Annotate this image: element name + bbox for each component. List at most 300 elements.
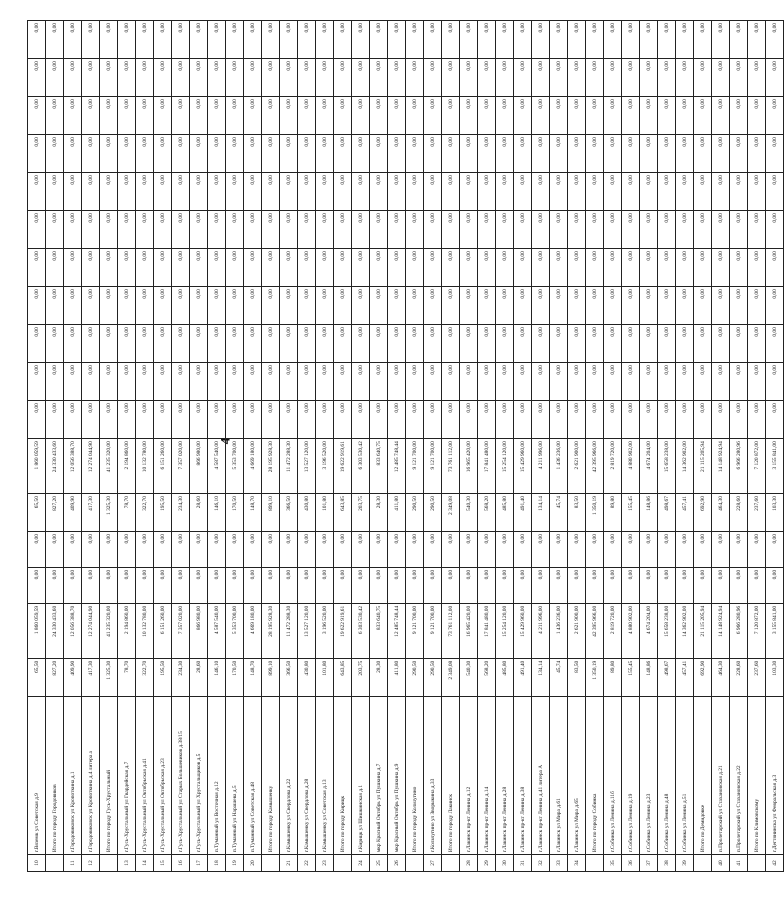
value-cell: 1 860 059,59 <box>28 603 46 658</box>
value-cell: 0,00 <box>226 287 244 325</box>
address-cell: г.Гусь-Хрустальный ул Хрустальщиков д.5 <box>190 696 208 854</box>
address-cell: г.Камышенку ул Свердлова д.28 <box>298 696 316 854</box>
value-cell: 540,30 <box>460 658 478 696</box>
value-cell: 0,00 <box>712 325 730 363</box>
value-cell: 0,00 <box>64 567 82 603</box>
value-cell: 0,00 <box>334 567 352 603</box>
value-cell: 2 621 900,00 <box>568 439 586 494</box>
value-cell: 0,00 <box>442 401 460 439</box>
value-cell: 0,00 <box>550 173 568 211</box>
table-row <box>136 21 154 872</box>
value-cell: 0,00 <box>532 325 550 363</box>
value-cell: 0,00 <box>46 567 64 603</box>
value-cell: 0,00 <box>64 211 82 249</box>
address-cell: г.Вяземк ул Советская д.9 <box>28 696 46 854</box>
value-cell: 0,00 <box>424 567 442 603</box>
value-cell: 19 622 919,61 <box>334 439 352 494</box>
value-cell: 0,00 <box>208 97 226 135</box>
address-cell: г.Гусь-Хрустальный ул Гвардейская д.7 <box>118 696 136 854</box>
value-cell: 692,90 <box>694 658 712 696</box>
value-cell: 0,00 <box>478 249 496 287</box>
value-cell: 0,00 <box>334 363 352 401</box>
value-cell: 0,00 <box>64 21 82 59</box>
value-cell: 195,50 <box>154 658 172 696</box>
value-cell: 0,00 <box>388 532 406 568</box>
value-cell: 0,00 <box>352 173 370 211</box>
value-cell: 0,00 <box>604 135 622 173</box>
table-row <box>424 21 442 872</box>
value-cell: 0,00 <box>532 287 550 325</box>
value-cell: 228,60 <box>730 494 748 532</box>
address-cell: г.Лакинск ул Мира д.61 <box>550 696 568 854</box>
value-cell: 0,00 <box>640 249 658 287</box>
table-row <box>766 21 784 872</box>
value-cell: 0,00 <box>370 249 388 287</box>
table-row <box>244 21 262 872</box>
row-number-cell: 18 <box>208 855 226 872</box>
value-cell: 0,00 <box>316 325 334 363</box>
value-cell: 0,00 <box>658 97 676 135</box>
value-cell: 0,00 <box>622 567 640 603</box>
value-cell: 1 350,19 <box>586 658 604 696</box>
value-cell: 0,00 <box>676 363 694 401</box>
value-cell: 42 395 966,00 <box>586 603 604 658</box>
value-cell: 0,00 <box>550 363 568 401</box>
value-cell: 0,00 <box>352 532 370 568</box>
value-cell: 0,00 <box>496 287 514 325</box>
value-cell: 464,30 <box>712 658 730 696</box>
value-cell: 0,00 <box>658 173 676 211</box>
value-cell: 0,00 <box>532 567 550 603</box>
value-cell: 0,00 <box>226 249 244 287</box>
value-cell: 0,00 <box>766 249 784 287</box>
value-cell: 0,00 <box>478 287 496 325</box>
value-cell: 0,00 <box>334 401 352 439</box>
table-row <box>28 21 46 872</box>
value-cell: 0,00 <box>298 173 316 211</box>
value-cell: 0,00 <box>190 401 208 439</box>
address-cell: г.Гусь-Хрустальный ул Старых Большевиков д.38/15 <box>172 696 190 854</box>
value-cell: 0,00 <box>334 21 352 59</box>
value-cell: 0,00 <box>604 173 622 211</box>
address-cell: г.Гусь-Хрустальный ул Октябрьская д.41 <box>136 696 154 854</box>
value-cell: 0,00 <box>262 532 280 568</box>
value-cell: 0,00 <box>460 59 478 97</box>
value-cell: 45,74 <box>550 658 568 696</box>
value-cell: 0,00 <box>568 211 586 249</box>
value-cell: 0,00 <box>766 173 784 211</box>
value-cell: 430,80 <box>298 658 316 696</box>
value-cell: 0,00 <box>460 249 478 287</box>
value-cell: 0,00 <box>640 211 658 249</box>
value-cell: 0,00 <box>64 249 82 287</box>
value-cell: 0,00 <box>190 363 208 401</box>
table-row <box>118 21 136 872</box>
value-cell: 0,00 <box>352 325 370 363</box>
value-cell: 0,00 <box>694 401 712 439</box>
value-cell: 0,00 <box>370 21 388 59</box>
value-cell: 0,00 <box>766 135 784 173</box>
value-cell: 0,00 <box>154 325 172 363</box>
value-cell: 65,50 <box>28 658 46 696</box>
value-cell: 0,00 <box>226 21 244 59</box>
value-cell: 0,00 <box>604 97 622 135</box>
address-cell: г.Лакинск пр-кт Ленина д.14 <box>478 696 496 854</box>
value-cell: 0,00 <box>154 567 172 603</box>
value-cell: 0,00 <box>622 135 640 173</box>
value-cell: 0,00 <box>370 211 388 249</box>
value-cell: 0,00 <box>676 325 694 363</box>
address-cell: Итого по городу Камышенку <box>262 696 280 854</box>
value-cell: 28,60 <box>190 658 208 696</box>
value-cell: 0,00 <box>514 325 532 363</box>
row-number-cell: 37 <box>640 855 658 872</box>
value-cell: 0,00 <box>748 211 766 249</box>
value-cell: 0,00 <box>118 363 136 401</box>
value-cell: 41 235 320,00 <box>100 603 118 658</box>
address-cell: г.Собинка ул Ленина д.23 <box>640 696 658 854</box>
value-cell: 0,00 <box>370 287 388 325</box>
value-cell: 0,00 <box>766 532 784 568</box>
address-cell: мкр Красный Октябрь ул Пушкина д.7 <box>370 696 388 854</box>
value-cell: 0,00 <box>262 567 280 603</box>
value-cell: 290,50 <box>406 658 424 696</box>
value-cell: 0,00 <box>118 249 136 287</box>
value-cell: 0,00 <box>28 211 46 249</box>
value-cell: 0,00 <box>172 21 190 59</box>
value-cell: 0,00 <box>604 287 622 325</box>
value-cell: 0,00 <box>28 532 46 568</box>
value-cell: 0,00 <box>568 325 586 363</box>
value-cell: 0,00 <box>298 211 316 249</box>
value-cell: 643,85 <box>334 494 352 532</box>
value-cell: 0,00 <box>118 567 136 603</box>
value-cell: 0,00 <box>604 401 622 439</box>
value-cell: 0,00 <box>298 325 316 363</box>
table-row <box>478 21 496 872</box>
value-cell: 0,00 <box>280 211 298 249</box>
value-cell: 0,00 <box>208 135 226 173</box>
value-cell: 0,00 <box>280 401 298 439</box>
value-cell: 0,00 <box>532 401 550 439</box>
value-cell: 417,30 <box>82 494 100 532</box>
value-cell: 0,00 <box>766 401 784 439</box>
value-cell: 0,00 <box>676 567 694 603</box>
value-cell: 2 621 900,00 <box>568 603 586 658</box>
subtotal-row <box>100 21 118 872</box>
value-cell: 0,00 <box>496 532 514 568</box>
value-cell: 0,00 <box>604 363 622 401</box>
value-cell: 0,00 <box>442 59 460 97</box>
row-number-cell: 21 <box>280 855 298 872</box>
value-cell: 0,00 <box>586 249 604 287</box>
value-cell: 0,00 <box>64 173 82 211</box>
value-cell: 228,60 <box>730 658 748 696</box>
value-cell: 13 527 120,00 <box>298 603 316 658</box>
value-cell: 0,00 <box>82 173 100 211</box>
value-cell: 0,00 <box>460 97 478 135</box>
row-number-cell: 38 <box>658 855 676 872</box>
table-row <box>298 21 316 872</box>
value-cell: 0,00 <box>532 21 550 59</box>
value-cell: 0,00 <box>478 173 496 211</box>
value-cell: 0,00 <box>28 21 46 59</box>
value-cell: 0,00 <box>280 21 298 59</box>
value-cell: 0,00 <box>190 97 208 135</box>
value-cell: 17 841 480,00 <box>478 603 496 658</box>
value-cell: 0,00 <box>658 21 676 59</box>
value-cell: 0,00 <box>496 325 514 363</box>
value-cell: 1 860 059,59 <box>28 439 46 494</box>
value-cell: 0,00 <box>388 59 406 97</box>
value-cell: 0,00 <box>550 135 568 173</box>
value-cell: 7 357 020,00 <box>172 439 190 494</box>
value-cell: 0,00 <box>136 401 154 439</box>
address-cell: г.Собинка ул Ленина д.51 <box>676 696 694 854</box>
value-cell: 0,00 <box>280 287 298 325</box>
value-cell: 0,00 <box>730 211 748 249</box>
value-cell: 0,00 <box>406 401 424 439</box>
value-cell: 0,00 <box>262 173 280 211</box>
address-cell: мкр Красный Октябрь ул Пушкина д.9 <box>388 696 406 854</box>
value-cell: 12 274 044,90 <box>82 439 100 494</box>
table-row <box>64 21 82 872</box>
value-cell: 0,00 <box>550 211 568 249</box>
value-cell: 0,00 <box>190 532 208 568</box>
value-cell: 0,00 <box>460 532 478 568</box>
value-cell: 170,50 <box>226 494 244 532</box>
row-number-cell: 42 <box>766 855 784 872</box>
value-cell: 0,00 <box>694 173 712 211</box>
value-cell: 0,00 <box>712 249 730 287</box>
value-cell: 42 395 966,00 <box>586 439 604 494</box>
value-cell: 0,00 <box>82 363 100 401</box>
value-cell: 0,00 <box>694 211 712 249</box>
value-cell: 0,00 <box>46 401 64 439</box>
value-cell: 148,86 <box>640 494 658 532</box>
value-cell: 0,00 <box>514 401 532 439</box>
table-row <box>676 21 694 872</box>
value-cell: 0,00 <box>154 249 172 287</box>
value-cell: 0,00 <box>64 59 82 97</box>
value-cell: 0,00 <box>514 287 532 325</box>
value-cell: 9 121 700,00 <box>406 603 424 658</box>
value-cell: 5 353 700,00 <box>226 603 244 658</box>
row-number-cell: 39 <box>676 855 694 872</box>
value-cell: 0,00 <box>298 567 316 603</box>
value-cell: 6 303 530,42 <box>352 603 370 658</box>
value-cell: 0,00 <box>100 21 118 59</box>
value-cell: 0,00 <box>568 173 586 211</box>
value-cell: 0,00 <box>424 21 442 59</box>
value-cell: 0,00 <box>640 532 658 568</box>
value-cell: 0,00 <box>46 173 64 211</box>
value-cell: 148,70 <box>244 494 262 532</box>
table-row <box>226 21 244 872</box>
value-cell: 0,00 <box>514 249 532 287</box>
value-cell: 833 640,75 <box>370 439 388 494</box>
value-cell: 0,00 <box>244 173 262 211</box>
value-cell: 101,80 <box>316 494 334 532</box>
value-cell: 0,00 <box>82 401 100 439</box>
address-cell: Итого по городу Городовиков <box>46 696 64 854</box>
value-cell: 0,00 <box>316 211 334 249</box>
row-number-cell: 16 <box>172 855 190 872</box>
value-cell: 485,80 <box>496 658 514 696</box>
value-cell: 0,00 <box>316 363 334 401</box>
value-cell: 21 115 205,94 <box>694 603 712 658</box>
value-cell: 4 211 996,00 <box>532 603 550 658</box>
value-cell: 0,00 <box>496 249 514 287</box>
value-cell: 0,00 <box>370 59 388 97</box>
value-cell: 15 658 238,00 <box>658 603 676 658</box>
value-cell: 203,75 <box>352 658 370 696</box>
value-cell: 0,00 <box>748 21 766 59</box>
value-cell: 0,00 <box>334 97 352 135</box>
value-cell: 0,00 <box>550 21 568 59</box>
value-cell: 417,30 <box>82 658 100 696</box>
value-cell: 101,80 <box>316 658 334 696</box>
value-cell: 0,00 <box>208 249 226 287</box>
value-cell: 0,00 <box>226 97 244 135</box>
value-cell: 0,00 <box>694 532 712 568</box>
value-cell: 0,00 <box>316 287 334 325</box>
row-number-cell <box>586 855 604 872</box>
address-cell: г.Городовиковск ул Кропоткина д.4 литера а <box>82 696 100 854</box>
value-cell: 0,00 <box>640 567 658 603</box>
value-cell: 0,00 <box>244 401 262 439</box>
value-cell: 15 429 960,00 <box>514 439 532 494</box>
value-cell: 0,00 <box>244 249 262 287</box>
address-cell: Итого по городу Гусь-Хрустальный <box>100 696 118 854</box>
value-cell: 9 121 700,00 <box>424 439 442 494</box>
value-cell: 0,00 <box>406 135 424 173</box>
value-cell: 457,41 <box>676 658 694 696</box>
value-cell: 0,00 <box>64 363 82 401</box>
row-number-cell: 35 <box>604 855 622 872</box>
value-cell: 0,00 <box>100 363 118 401</box>
value-cell: 0,00 <box>712 532 730 568</box>
row-number-cell: 29 <box>478 855 496 872</box>
value-cell: 0,00 <box>406 173 424 211</box>
value-cell: 0,00 <box>694 97 712 135</box>
value-cell: 0,00 <box>424 363 442 401</box>
value-cell: 0,00 <box>640 97 658 135</box>
value-cell: 0,00 <box>406 325 424 363</box>
value-cell: 0,00 <box>586 532 604 568</box>
value-cell: 0,00 <box>28 59 46 97</box>
value-cell: 0,00 <box>460 21 478 59</box>
value-cell: 0,00 <box>28 363 46 401</box>
value-cell: 21 115 205,94 <box>694 439 712 494</box>
value-cell: 6 966 280,96 <box>730 439 748 494</box>
value-cell: 0,00 <box>316 97 334 135</box>
value-cell: 0,00 <box>298 59 316 97</box>
value-cell: 0,00 <box>766 59 784 97</box>
value-cell: 0,00 <box>262 21 280 59</box>
value-cell: 0,00 <box>478 135 496 173</box>
value-cell: 0,00 <box>352 401 370 439</box>
value-cell: 0,00 <box>28 97 46 135</box>
value-cell: 0,00 <box>154 173 172 211</box>
value-cell: 0,00 <box>442 532 460 568</box>
row-number-cell: 30 <box>496 855 514 872</box>
value-cell: 14 362 902,00 <box>676 439 694 494</box>
value-cell: 0,00 <box>604 211 622 249</box>
value-cell: 0,00 <box>586 363 604 401</box>
table-row <box>352 21 370 872</box>
value-cell: 28,30 <box>370 494 388 532</box>
value-cell: 0,00 <box>568 21 586 59</box>
value-cell: 4 587 540,00 <box>208 439 226 494</box>
value-cell: 2 819 720,00 <box>604 603 622 658</box>
value-cell: 2 819 720,00 <box>604 439 622 494</box>
value-cell: 0,00 <box>460 135 478 173</box>
value-cell: 0,00 <box>280 532 298 568</box>
value-cell: 0,00 <box>550 532 568 568</box>
value-cell: 0,00 <box>406 59 424 97</box>
value-cell: 0,00 <box>190 21 208 59</box>
page-number: 4 <box>217 437 233 445</box>
value-cell: 0,00 <box>748 325 766 363</box>
value-cell: 0,00 <box>550 97 568 135</box>
value-cell: 0,00 <box>208 59 226 97</box>
value-cell: 83,50 <box>568 494 586 532</box>
value-cell: 0,00 <box>46 363 64 401</box>
value-cell: 0,00 <box>316 135 334 173</box>
value-cell: 0,00 <box>658 211 676 249</box>
table-row <box>316 21 334 872</box>
value-cell: 0,00 <box>460 287 478 325</box>
value-cell: 0,00 <box>226 401 244 439</box>
value-cell: 0,00 <box>64 135 82 173</box>
value-cell: 237,60 <box>748 494 766 532</box>
value-cell: 237,60 <box>748 658 766 696</box>
value-cell: 0,00 <box>730 532 748 568</box>
value-cell: 0,00 <box>568 287 586 325</box>
subtotal-row <box>748 21 766 872</box>
value-cell: 0,00 <box>172 135 190 173</box>
value-cell: 0,00 <box>244 211 262 249</box>
address-cell: г.Камышенку ул Свердлова д.22 <box>280 696 298 854</box>
value-cell: 0,00 <box>550 249 568 287</box>
value-cell: 3 196 520,00 <box>316 603 334 658</box>
value-cell: 0,00 <box>244 59 262 97</box>
value-cell: 0,00 <box>136 135 154 173</box>
value-cell: 234,30 <box>172 494 190 532</box>
value-cell: 1 436 236,00 <box>550 603 568 658</box>
value-cell: 1 350,19 <box>586 494 604 532</box>
value-cell: 0,00 <box>280 59 298 97</box>
address-cell: г.Лакинск пр-кт Ленина д.41 литера А <box>532 696 550 854</box>
value-cell: 0,00 <box>730 135 748 173</box>
subtotal-row <box>442 21 460 872</box>
value-cell: 0,00 <box>280 325 298 363</box>
value-cell: 0,00 <box>316 401 334 439</box>
value-cell: 0,00 <box>748 97 766 135</box>
value-cell: 0,00 <box>100 59 118 97</box>
value-cell: 0,00 <box>478 211 496 249</box>
value-cell: 0,00 <box>262 325 280 363</box>
value-cell: 0,00 <box>28 135 46 173</box>
value-cell: 0,00 <box>28 249 46 287</box>
value-cell: 15 254 120,00 <box>496 603 514 658</box>
value-cell: 0,00 <box>388 97 406 135</box>
value-cell: 0,00 <box>136 363 154 401</box>
rotated-table-sheet <box>27 20 778 872</box>
value-cell: 0,00 <box>766 325 784 363</box>
value-cell: 16 965 420,00 <box>460 439 478 494</box>
